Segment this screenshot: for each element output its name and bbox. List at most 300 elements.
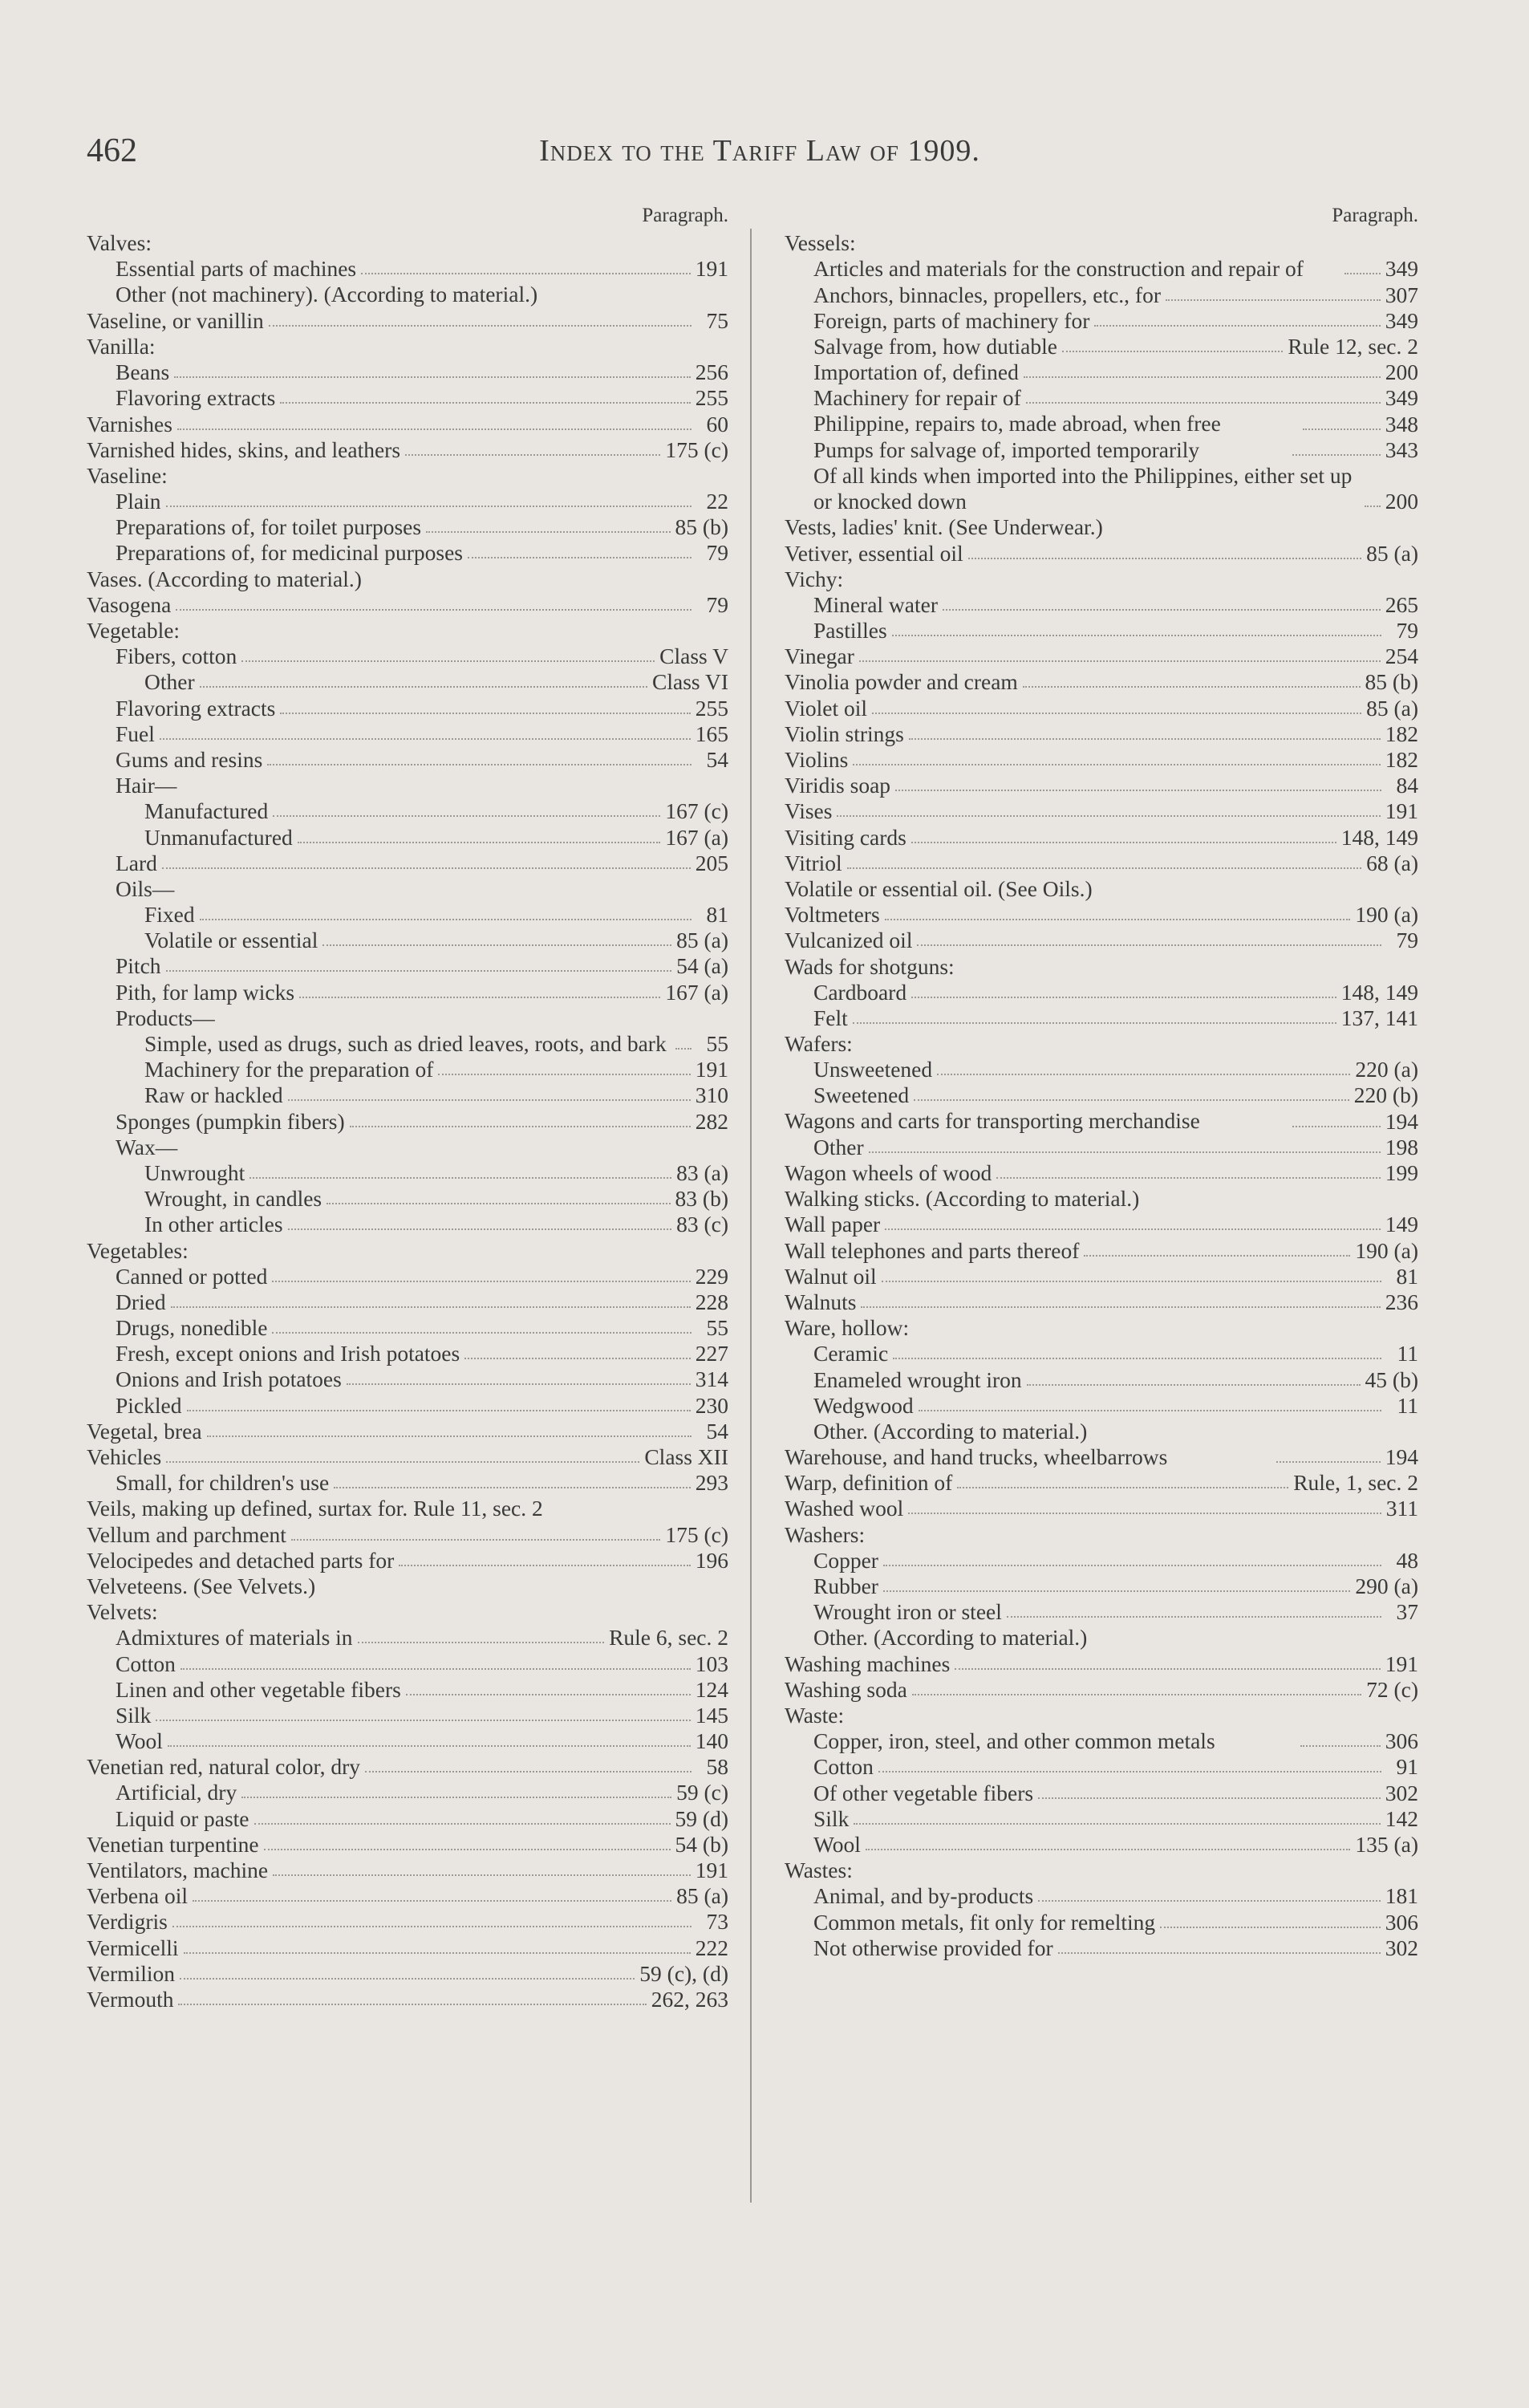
dot-leader [1160, 1927, 1381, 1928]
entry-term: Flavoring extracts [116, 385, 276, 411]
index-entry [87, 1599, 728, 1625]
entry-term: Wagons and carts for transporting merchandise [785, 1108, 1200, 1134]
entry-term: Rubber [813, 1574, 878, 1599]
entry-term: Enameled wrought iron [813, 1366, 1022, 1392]
index-entry [785, 721, 1418, 747]
entry-term: Cotton [116, 1651, 176, 1676]
index-entry [785, 1470, 1418, 1496]
dot-leader [264, 1849, 671, 1850]
paragraph-reference: 59 (c), (d) [639, 1960, 728, 1986]
dot-leader [1084, 1255, 1350, 1257]
entry-term: Fresh, except onions and Irish potatoes [116, 1341, 460, 1366]
index-entry [87, 1366, 728, 1392]
entry-term: Vermouth [87, 1986, 174, 2012]
entry-term: Ware, hollow: [785, 1315, 910, 1341]
index-entry [87, 308, 728, 334]
index-entry [785, 1703, 1418, 1728]
dot-leader [269, 325, 691, 327]
dot-leader [1024, 376, 1381, 378]
index-entry [87, 1677, 728, 1703]
paragraph-reference: 79 [1396, 928, 1418, 953]
index-entry [87, 1212, 728, 1237]
paragraph-reference: 228 [695, 1289, 728, 1314]
dot-leader [859, 660, 1381, 662]
entry-term: Washing machines [785, 1651, 951, 1676]
index-entry [785, 747, 1418, 773]
dot-leader [909, 738, 1381, 740]
entry-term: Oils— [116, 875, 175, 901]
index-entry [785, 256, 1418, 282]
dot-leader [675, 1048, 691, 1050]
index-entry [785, 566, 1418, 592]
paragraph-heading: Paragraph. [1332, 205, 1418, 226]
entry-term: Pickled [116, 1392, 182, 1418]
dot-leader [273, 815, 660, 817]
paragraph-reference: 349 [1385, 385, 1418, 411]
entry-term: Other. (According to material.) [813, 1625, 1088, 1651]
index-entry [87, 1186, 728, 1212]
index-entry [87, 1470, 728, 1496]
entry-term: Wax— [116, 1134, 178, 1159]
paragraph-reference: Class XII [644, 1444, 728, 1470]
dot-leader [426, 531, 670, 533]
dot-leader [187, 1410, 691, 1411]
index-entry [785, 1005, 1418, 1031]
dot-leader [861, 1306, 1380, 1308]
entry-term: Other. (According to material.) [813, 1418, 1088, 1444]
dot-leader [917, 944, 1381, 946]
entry-term: Admixtures of materials in [116, 1625, 353, 1651]
paragraph-reference: 230 [695, 1392, 728, 1418]
index-entry [87, 1264, 728, 1289]
dot-leader [298, 842, 661, 843]
paragraph-reference: 307 [1385, 282, 1418, 307]
index-entry [87, 1728, 728, 1754]
index-entry [785, 695, 1418, 721]
entry-term: Vinolia powder and cream [785, 669, 1018, 695]
index-entry [785, 876, 1418, 902]
entry-term: Pith, for lamp wicks [116, 979, 295, 1005]
entry-term: Other [813, 1134, 864, 1159]
dot-leader [1303, 428, 1380, 430]
index-entry [785, 1264, 1418, 1289]
dot-leader [853, 764, 1380, 765]
index-entry [785, 514, 1418, 540]
paragraph-reference: 290 (a) [1355, 1574, 1418, 1599]
entry-term: Vermicelli [87, 1935, 179, 1960]
dot-leader [1094, 325, 1380, 327]
dot-leader [955, 1668, 1380, 1670]
index-entry [87, 1987, 728, 2012]
dot-leader [334, 1487, 691, 1488]
entry-term: Vaseline, or vanillin [87, 307, 264, 333]
dot-leader [288, 1228, 672, 1230]
entry-term: Copper [813, 1547, 878, 1573]
dot-leader [361, 273, 691, 274]
index-entry [785, 230, 1418, 256]
paragraph-reference: 68 (a) [1366, 850, 1418, 875]
paragraph-reference: 255 [695, 385, 728, 411]
entry-term: Other [144, 669, 195, 695]
entry-term: Wafers: [785, 1031, 853, 1057]
entry-term: Pumps for salvage of, imported temporarily [813, 437, 1200, 462]
paragraph-reference: 200 [1385, 489, 1418, 514]
entry-term: Importation of, defined [813, 359, 1019, 385]
index-entry [785, 1186, 1418, 1212]
index-entry [87, 385, 728, 411]
paragraph-reference: 190 (a) [1355, 1237, 1418, 1263]
index-entry [785, 1444, 1418, 1470]
paragraph-reference: 190 (a) [1355, 902, 1418, 928]
entry-term: Warehouse, and hand trucks, wheelbarrows [785, 1444, 1168, 1469]
dot-leader [1007, 1616, 1381, 1618]
dot-leader [438, 1074, 690, 1075]
index-entry [87, 1521, 728, 1547]
paragraph-reference: 85 (b) [1365, 669, 1418, 695]
entry-term: Fuel [116, 721, 155, 746]
dot-leader [178, 2004, 646, 2005]
index-entry [87, 618, 728, 644]
entry-term: Plain [116, 489, 161, 514]
paragraph-reference: 349 [1385, 256, 1419, 282]
dot-leader [882, 1281, 1381, 1282]
index-entry [87, 1961, 728, 1987]
entry-term: Wool [116, 1728, 163, 1754]
paragraph-reference: 83 (c) [676, 1212, 728, 1237]
index-entry [785, 463, 1418, 514]
paragraph-reference: 81 [1396, 1263, 1418, 1289]
entry-term: Warp, definition of [785, 1470, 953, 1496]
dot-leader [464, 1358, 691, 1359]
entry-term: Machinery for the preparation of [144, 1057, 434, 1082]
index-entry [87, 592, 728, 618]
dot-leader [200, 919, 691, 920]
dot-leader [156, 1720, 690, 1721]
dot-leader [837, 815, 1380, 817]
paragraph-reference: 306 [1385, 1909, 1418, 1935]
entry-term: Volatile or essential [144, 928, 318, 953]
dot-leader [893, 1358, 1381, 1359]
paragraph-reference: 191 [1385, 798, 1418, 824]
entry-term: Wagon wheels of wood [785, 1160, 992, 1186]
index-entry [785, 1160, 1418, 1186]
dot-leader [177, 428, 691, 430]
entry-term: Walnuts [785, 1289, 857, 1314]
index-entry [785, 1754, 1418, 1780]
dot-leader [172, 1926, 691, 1927]
index-entry [87, 1805, 728, 1831]
entry-term: Salvage from, how dutiable [813, 333, 1057, 359]
index-entry [785, 1289, 1418, 1315]
page-title: Index to the Tariff Law of 1909. [539, 134, 980, 168]
index-entry [785, 1496, 1418, 1521]
index-entry [87, 953, 728, 979]
entry-term: Unmanufactured [144, 824, 293, 850]
paragraph-reference: 85 (b) [675, 514, 728, 540]
paragraph-reference: 302 [1385, 1780, 1418, 1805]
dot-leader [853, 1022, 1336, 1024]
entry-term: Hair— [116, 773, 177, 798]
entry-term: Simple, used as drugs, such as dried leaves, roots, and bark [144, 1030, 667, 1056]
entry-term: Valves: [87, 230, 152, 256]
entry-term: Velvets: [87, 1599, 158, 1625]
paragraph-reference: 79 [1396, 618, 1418, 644]
paragraph-reference: Rule, 1, sec. 2 [1293, 1470, 1418, 1496]
index-entry [785, 1341, 1418, 1366]
index-entry [785, 902, 1418, 928]
entry-term: Common metals, fit only for remelting [813, 1909, 1156, 1935]
dot-leader [288, 1099, 691, 1101]
entry-term: Philippine, repairs to, made abroad, when free [813, 411, 1221, 437]
entry-term: Verdigris [87, 1909, 168, 1935]
entry-term: Vests, ladies' knit. (See Underwear.) [785, 514, 1103, 540]
index-entry [785, 1082, 1418, 1108]
dot-leader [249, 1177, 671, 1179]
entry-term: Flavoring extracts [116, 695, 276, 721]
index-entry [785, 1625, 1418, 1651]
dot-leader [1365, 506, 1381, 507]
dot-leader [968, 558, 1361, 559]
index-entry [87, 1289, 728, 1315]
index-entry [87, 1057, 728, 1082]
index-entry [785, 773, 1418, 798]
index-entry [785, 1677, 1418, 1703]
index-entry [87, 1754, 728, 1780]
dot-leader [399, 1565, 690, 1566]
dot-leader [174, 376, 691, 378]
entry-term: Varnished hides, skins, and leathers [87, 437, 401, 462]
dot-leader [166, 970, 672, 972]
dot-leader [878, 1771, 1381, 1772]
dot-leader [272, 1281, 690, 1282]
dot-leader [883, 1590, 1350, 1592]
dot-leader [160, 738, 691, 740]
dot-leader [908, 1513, 1381, 1514]
entry-term: Violin strings [785, 721, 904, 746]
index-entry [87, 1031, 728, 1057]
dot-leader [184, 1952, 691, 1954]
paragraph-reference: Class VI [652, 669, 728, 695]
entry-term: Wedgwood [813, 1392, 914, 1418]
paragraph-reference: 348 [1385, 411, 1418, 437]
entry-term: Verbena oil [87, 1883, 188, 1909]
paragraph-reference: 124 [695, 1676, 728, 1702]
dot-leader [1038, 1797, 1381, 1799]
entry-term: Vises [785, 798, 833, 824]
paragraph-reference: 148, 149 [1340, 824, 1418, 850]
dot-leader [872, 713, 1361, 714]
entry-term: Violins [785, 747, 849, 773]
entry-term: Wrought, in candles [144, 1186, 322, 1212]
index-entry [87, 644, 728, 669]
entry-term: Sweetened [813, 1082, 910, 1108]
dot-leader [365, 1771, 691, 1772]
paragraph-reference: 167 (a) [665, 979, 728, 1005]
index-entry [785, 798, 1418, 824]
dot-leader [996, 1177, 1381, 1179]
entry-term: Ventilators, machine [87, 1858, 269, 1883]
paragraph-reference: 199 [1385, 1160, 1418, 1186]
entry-term: Venetian red, natural color, dry [87, 1754, 360, 1780]
paragraph-reference: 222 [695, 1935, 728, 1960]
entry-term: Washing soda [785, 1676, 907, 1702]
paragraph-reference: 191 [695, 1057, 728, 1082]
paragraph-reference: 83 (a) [676, 1159, 728, 1185]
dot-leader [272, 1332, 691, 1334]
entry-term: Venetian turpentine [87, 1831, 259, 1857]
index-entry [785, 1832, 1418, 1858]
paragraph-reference: 191 [695, 1858, 728, 1883]
entry-term: Washed wool [785, 1496, 904, 1521]
paragraph-reference: 83 (b) [675, 1186, 728, 1212]
paragraph-reference: 255 [695, 695, 728, 721]
paragraph-reference: 293 [695, 1470, 728, 1496]
dot-leader [937, 1074, 1350, 1075]
entry-term: Gums and resins [116, 746, 263, 772]
entry-term: Beans [116, 359, 170, 385]
entry-term: Linen and other vegetable fibers [116, 1676, 401, 1702]
entry-term: Vinegar [785, 644, 854, 669]
entry-term: Vanilla: [87, 333, 156, 359]
entry-term: Artificial, dry [116, 1780, 237, 1805]
index-entry [785, 1419, 1418, 1444]
index-entry [785, 1366, 1418, 1392]
dot-leader [957, 1487, 1288, 1488]
dot-leader [326, 1203, 670, 1204]
paragraph-reference: 85 (a) [1366, 540, 1418, 566]
index-entry [785, 928, 1418, 953]
index-column-right [785, 205, 1418, 1961]
paragraph-reference: 191 [1385, 1651, 1418, 1676]
entry-term: Sponges (pumpkin fibers) [116, 1108, 345, 1134]
paragraph-reference: 81 [706, 902, 728, 928]
index-entry [87, 928, 728, 953]
paragraph-reference: 79 [706, 591, 728, 617]
index-entry [87, 1135, 728, 1160]
paragraph-reference: 148, 149 [1340, 979, 1418, 1005]
dot-leader [168, 1745, 691, 1747]
paragraph-reference: 55 [706, 1031, 728, 1057]
index-entry [87, 1651, 728, 1676]
index-entry [785, 1521, 1418, 1547]
entry-term: Vehicles [87, 1444, 162, 1470]
paragraph-reference: 75 [706, 307, 728, 333]
paragraph-reference: 229 [695, 1263, 728, 1289]
dot-leader [1166, 299, 1381, 301]
paragraph-reference: 314 [695, 1366, 728, 1392]
paragraph-reference: 54 (a) [676, 953, 728, 979]
dot-leader [241, 660, 655, 662]
paragraph-reference: 85 (a) [676, 928, 728, 953]
dot-leader [180, 1668, 691, 1670]
index-entry [87, 1005, 728, 1031]
entry-term: Voltmeters [785, 902, 880, 928]
paragraph-reference: 306 [1385, 1728, 1418, 1754]
paragraph-reference: 200 [1385, 359, 1418, 385]
entry-term: Vulcanized oil [785, 928, 913, 953]
paragraph-reference: 60 [706, 411, 728, 437]
dot-leader [273, 1874, 691, 1876]
index-entry [87, 489, 728, 514]
entry-term: Cotton [813, 1754, 874, 1780]
dot-leader [162, 867, 691, 869]
entry-term: Drugs, nonedible [116, 1315, 268, 1341]
paragraph-reference: 310 [695, 1082, 728, 1108]
entry-term: Machinery for repair of [813, 385, 1021, 411]
index-entry [87, 1160, 728, 1186]
index-entry [785, 644, 1418, 669]
entry-term: Not otherwise provided for [813, 1935, 1053, 1960]
index-entry [87, 1858, 728, 1883]
dot-leader [912, 1694, 1361, 1695]
dot-leader [468, 557, 691, 558]
entry-term: Walking sticks. (According to material.) [785, 1186, 1140, 1212]
entry-term: Onions and Irish potatoes [116, 1366, 342, 1392]
entry-term: Visiting cards [785, 824, 906, 850]
dot-leader [166, 506, 691, 507]
dot-leader [892, 635, 1381, 636]
entry-term: Waste: [785, 1702, 845, 1728]
dot-leader [847, 867, 1361, 869]
paragraph-reference: 181 [1385, 1883, 1418, 1909]
index-entry [87, 1574, 728, 1599]
paragraph-reference: 167 (a) [665, 824, 728, 850]
paragraph-reference: 175 (c) [665, 1521, 728, 1547]
index-entry [785, 1237, 1418, 1263]
dot-leader [241, 1797, 671, 1798]
index-entry [785, 851, 1418, 876]
index-entry [87, 1548, 728, 1574]
index-entry [785, 1108, 1418, 1134]
paragraph-reference: 302 [1385, 1935, 1418, 1960]
entry-term: Of other vegetable fibers [813, 1780, 1034, 1805]
index-entry [785, 1728, 1418, 1754]
paragraph-reference: 254 [1385, 644, 1418, 669]
dot-leader [166, 1461, 639, 1463]
entry-term: Dried [116, 1289, 166, 1314]
index-entry [87, 1625, 728, 1651]
entry-term: Manufactured [144, 798, 269, 824]
dot-leader [347, 1383, 691, 1385]
paragraph-reference: 182 [1385, 721, 1418, 746]
column-divider [750, 229, 752, 2203]
index-entry [785, 1212, 1418, 1237]
index-entry [87, 1883, 728, 1909]
index-entry [785, 953, 1418, 979]
dot-leader [854, 1823, 1380, 1825]
index-entry [87, 411, 728, 437]
paragraph-reference: Rule 12, sec. 2 [1288, 333, 1418, 359]
index-entry [87, 540, 728, 566]
index-entry [785, 282, 1418, 307]
entry-term: Essential parts of machines [116, 256, 357, 282]
dot-leader [1038, 1900, 1381, 1902]
index-entry [87, 979, 728, 1005]
index-entry [785, 1548, 1418, 1574]
dot-leader [1300, 1745, 1381, 1747]
paragraph-reference: 73 [706, 1909, 728, 1935]
entry-term: Wall paper [785, 1212, 881, 1237]
index-entry [87, 1703, 728, 1728]
index-entry [87, 1780, 728, 1805]
dot-leader [291, 1539, 660, 1541]
entry-term: Vaseline: [87, 462, 168, 488]
dot-leader [943, 609, 1381, 611]
index-entry [87, 1392, 728, 1418]
dot-leader [914, 1099, 1349, 1101]
paragraph-reference: 220 (b) [1353, 1082, 1418, 1108]
entry-term: Animal, and by-products [813, 1883, 1034, 1909]
